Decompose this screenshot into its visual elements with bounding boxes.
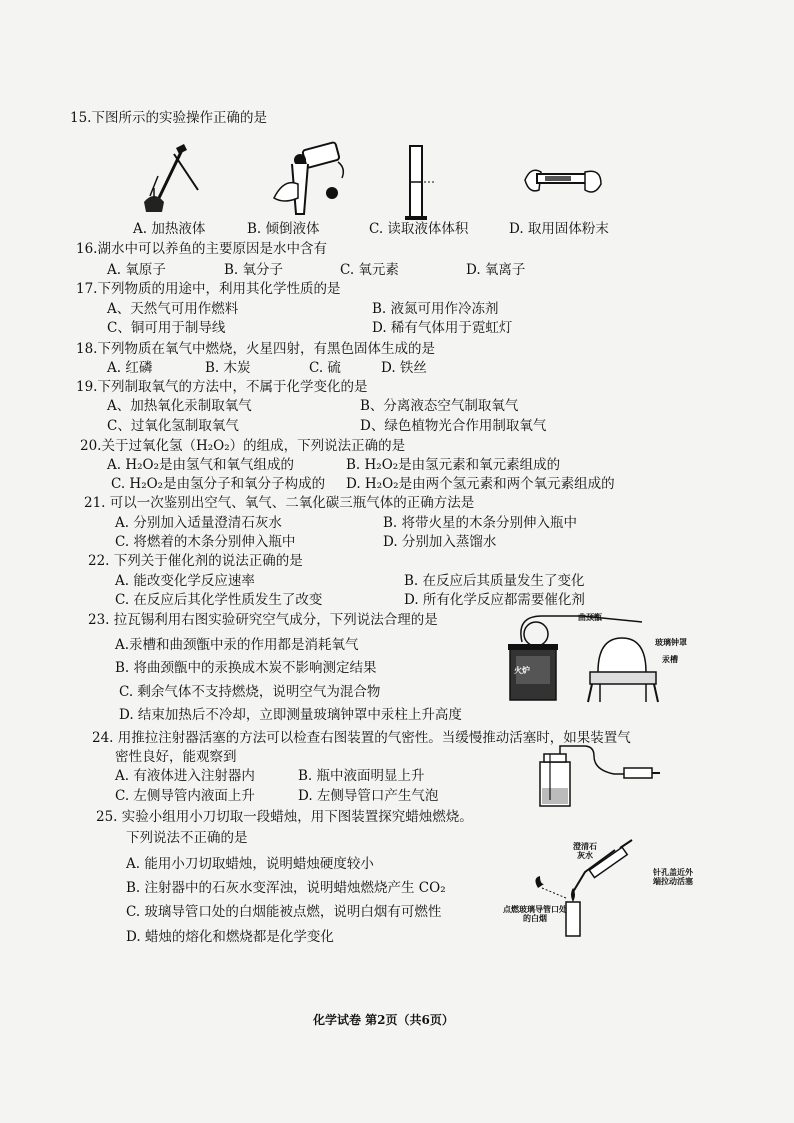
q15-option-b: B. 倾倒液体: [247, 221, 320, 237]
q22-stem: 22. 下列关于催化剂的说法正确的是: [88, 553, 303, 569]
q18-option-a: A. 红磷: [107, 360, 153, 376]
q15-figure-solid-powder: [515, 160, 610, 205]
q25-sub: 下列说法不正确的是: [126, 830, 248, 846]
q25-label-plunger: 针孔盖近外端拉动活塞: [653, 867, 693, 886]
q15-figure-heating-liquid: [130, 140, 225, 218]
page-footer: 化学试卷 第2页（共6页）: [313, 1013, 454, 1027]
q25-option-a: A. 能用小刀切取蜡烛，说明蜡烛硬度较小: [126, 856, 374, 872]
q21-option-c: C. 将燃着的木条分别伸入瓶中: [115, 534, 296, 550]
q21-option-b: B. 将带火星的木条分别伸入瓶中: [383, 515, 578, 531]
q22-option-d: D. 所有化学反应都需要催化剂: [404, 592, 585, 608]
q18-stem: 18.下列物质在氧气中燃烧，火星四射，有黑色固体生成的是: [76, 341, 435, 357]
q16-option-c: C. 氧元素: [340, 262, 399, 278]
q21-option-a: A. 分别加入适量澄清石灰水: [115, 515, 282, 531]
q23-option-d: D. 结束加热后不冷却，立即测量玻璃钟罩中汞柱上升高度: [119, 707, 462, 723]
q25-label-ignite: 点燃玻璃导管口处的白烟: [503, 904, 567, 923]
q23-option-c: C. 剩余气体不支持燃烧，说明空气为混合物: [119, 684, 381, 700]
q16-option-b: B. 氧分子: [224, 262, 284, 278]
q20-option-b: B. H₂O₂是由氢元素和氧元素组成的: [346, 457, 561, 473]
q19-option-b: B、分离液态空气制取氧气: [360, 398, 519, 414]
q20-stem: 20.关于过氧化氢（H₂O₂）的组成，下列说法正确的是: [80, 438, 406, 454]
q17-option-b: B. 液氮可用作冷冻剂: [372, 301, 499, 317]
q24-option-a: A. 有液体进入注射器内: [115, 768, 255, 784]
q24-stem-line1: 24. 用推拉注射器活塞的方法可以检查右图装置的气密性。当缓慢推动活塞时，如果装置气: [92, 730, 631, 746]
q15-option-c: C. 读取液体体积: [369, 221, 469, 237]
q25-option-c: C. 玻璃导管口处的白烟能被点燃，说明白烟有可燃性: [126, 904, 442, 920]
q23-label-bell-jar: 玻璃钟罩: [655, 637, 687, 647]
q22-option-a: A. 能改变化学反应速率: [115, 573, 255, 589]
q20-option-d: D. H₂O₂是由两个氢元素和两个氧元素组成的: [346, 476, 615, 492]
q20-option-a: A. H₂O₂是由氢气和氧气组成的: [107, 457, 294, 473]
q23-option-b: B. 将曲颈甑中的汞换成木炭不影响测定结果: [115, 660, 377, 676]
q17-option-d: D. 稀有气体用于霓虹灯: [372, 320, 513, 336]
q18-option-c: C. 硫: [309, 360, 341, 376]
q15-stem: 15.下图所示的实验操作正确的是: [70, 110, 267, 126]
q17-option-a: A、天然气可用作燃料: [107, 301, 239, 317]
q23-label-trough: 汞槽: [662, 654, 678, 664]
q19-option-d: D、绿色植物光合作用制取氧气: [360, 418, 547, 434]
q18-option-d: D. 铁丝: [381, 360, 427, 376]
q24-figure-syringe-apparatus: [520, 740, 660, 810]
q20-option-c: C. H₂O₂是由氢分子和氧分子构成的: [111, 476, 326, 492]
q25-stem: 25. 实验小组用小刀切取一段蜡烛，用下图装置探究蜡烛燃烧。: [96, 809, 473, 825]
q24-option-c: C. 左侧导管内液面上升: [115, 788, 255, 804]
q23-label-retort: 曲颈甑: [578, 612, 602, 622]
q22-option-b: B. 在反应后其质量发生了变化: [404, 573, 585, 589]
q15-option-d: D. 取用固体粉末: [509, 221, 609, 237]
q17-stem: 17.下列物质的用途中，利用其化学性质的是: [76, 281, 341, 297]
q22-option-c: C. 在反应后其化学性质发生了改变: [115, 592, 323, 608]
q23-stem: 23. 拉瓦锡利用右图实验研究空气成分，下列说法合理的是: [88, 612, 438, 628]
q19-option-c: C、过氧化氢制取氧气: [107, 418, 239, 434]
q15-figure-reading-volume: [400, 142, 440, 222]
q24-option-b: B. 瓶中液面明显上升: [298, 768, 425, 784]
q25-option-b: B. 注射器中的石灰水变浑浊，说明蜡烛燃烧产生 CO₂: [126, 880, 446, 896]
q23-option-a: A.汞槽和曲颈甑中汞的作用都是消耗氧气: [115, 637, 359, 653]
q21-stem: 21. 可以一次鉴别出空气、氧气、二氧化碳三瓶气体的正确方法是: [84, 495, 475, 511]
q15-option-a: A. 加热液体: [133, 221, 206, 237]
q17-option-c: C、铜可用于制导线: [107, 320, 226, 336]
q19-stem: 19.下列制取氧气的方法中，不属于化学变化的是: [76, 379, 368, 395]
q24-option-d: D. 左侧导管口产生气泡: [298, 788, 439, 804]
q21-option-d: D. 分别加入蒸馏水: [383, 534, 497, 550]
q25-label-limewater: 澄清石灰水: [573, 841, 597, 860]
q23-label-furnace: 火炉: [514, 665, 530, 675]
q19-option-a: A、加热氧化汞制取氧气: [107, 398, 252, 414]
q16-option-a: A. 氧原子: [107, 262, 166, 278]
q16-option-d: D. 氧离子: [466, 262, 526, 278]
q16-stem: 16.湖水中可以养鱼的主要原因是水中含有: [76, 241, 327, 257]
q15-figure-pouring-liquid: [262, 138, 357, 218]
q24-stem-line2: 密性良好，能观察到: [115, 749, 237, 765]
q25-option-d: D. 蜡烛的熔化和燃烧都是化学变化: [126, 929, 334, 945]
q18-option-b: B. 木炭: [205, 360, 251, 376]
